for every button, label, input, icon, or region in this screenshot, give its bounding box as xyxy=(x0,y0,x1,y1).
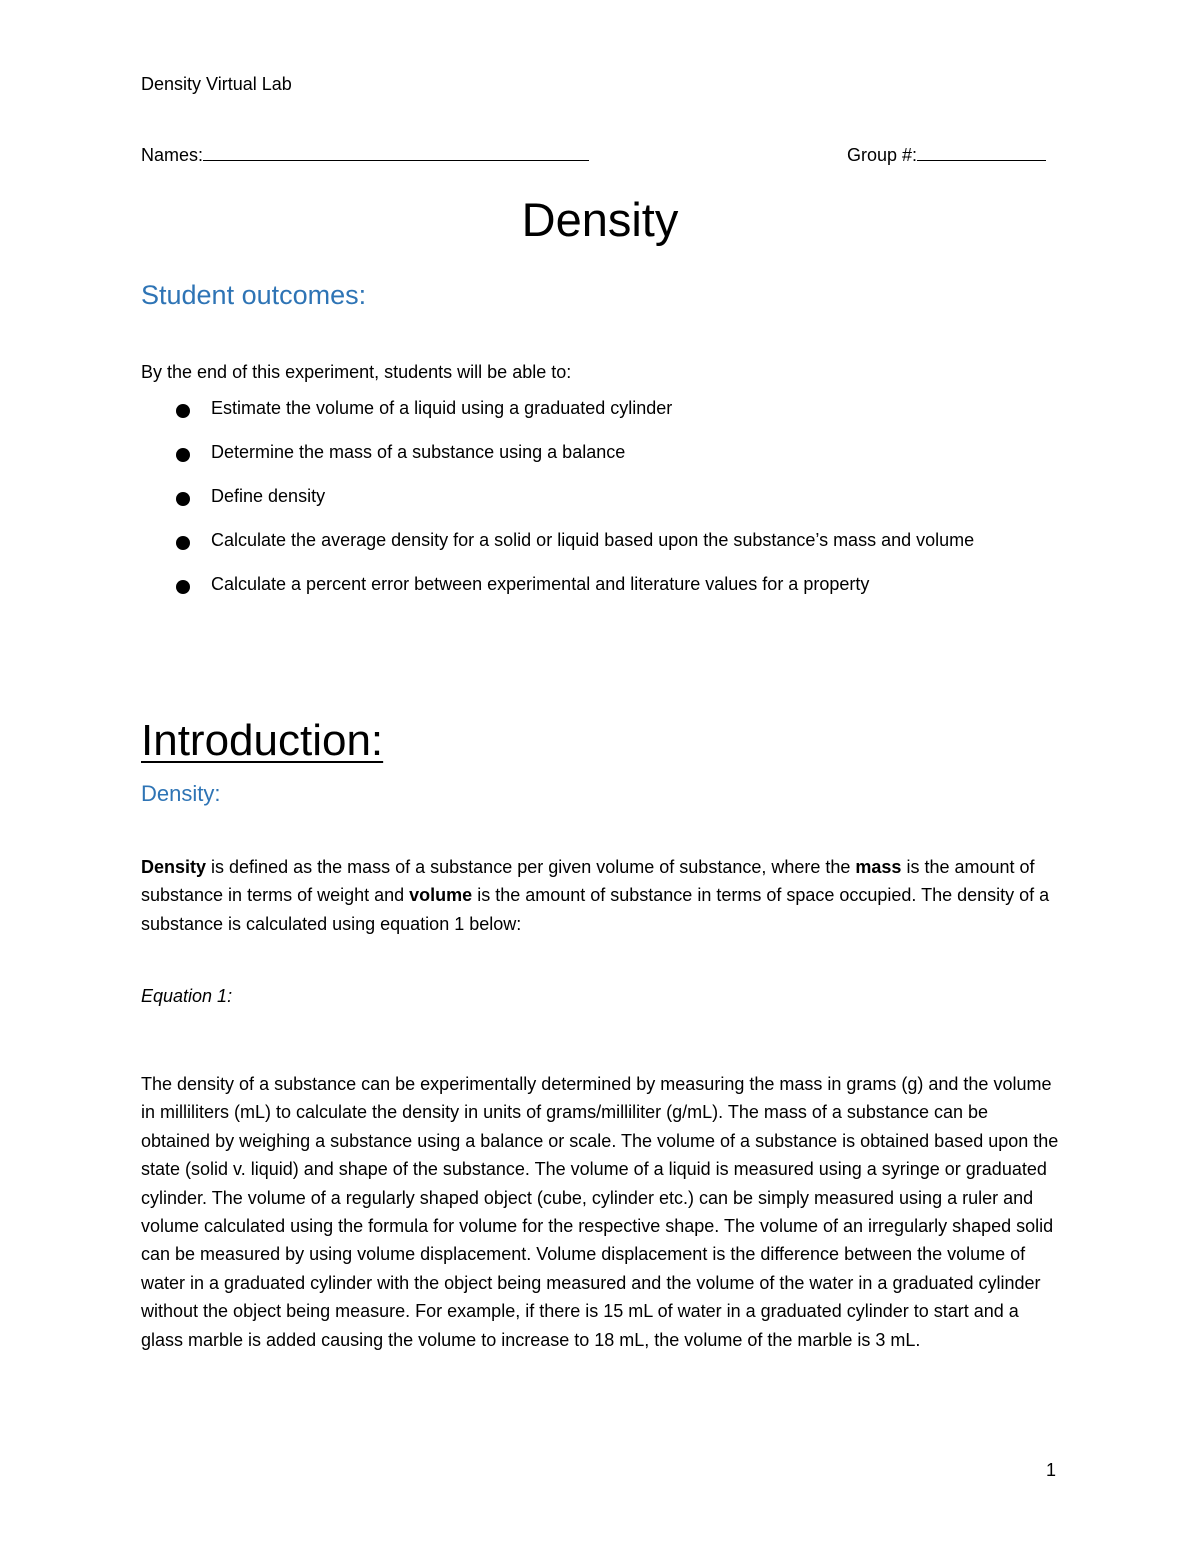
names-label: Names: xyxy=(141,145,204,165)
outcomes-list xyxy=(176,398,974,618)
term-mass: mass xyxy=(855,857,902,877)
outcomes-heading: Student outcomes: xyxy=(141,280,367,310)
list-item-text: Estimate the volume of a liquid using a graduated cylinder xyxy=(211,398,673,418)
term-density: Density xyxy=(141,857,207,877)
bullet-icon xyxy=(176,448,190,462)
bullet-icon xyxy=(176,536,190,550)
list-item-text: Determine the mass of a substance using a balance xyxy=(211,442,626,462)
density-definition-paragraph xyxy=(141,853,1061,938)
list-item xyxy=(176,442,974,486)
bullet-icon xyxy=(176,492,190,506)
paragraph-text: is the amount of substance in terms of weight and xyxy=(141,857,1035,906)
page-header: Density Virtual Lab xyxy=(141,74,292,94)
introduction-heading: Introduction: xyxy=(141,716,384,765)
measurement-paragraph: The density of a substance can be experimentally determined by measuring the mass in grams (g) and the volume in milliliters (mL) to calculate the density in units of grams/milliliter (g/mL). The mass of a substance can be obtained by weighing a substance using a balance or scale. The volume of a substance is obtained based upon the state (solid v. liquid) and shape of the substance. The volume of a liquid is measured using a syringe or graduated cylinder. The volume of a regularly shaped object (cube, cylinder etc.) can be simply measured using a ruler and volume calculated using the formula for volume for the respective shape. The volume of an irregularly shaped solid can be measured by using volume displacement. Volume displacement is the difference between the volume of water in a graduated cylinder with the object being measured and the volume of the water in a graduated cylinder without the object being measure. For example, if there is 15 mL of water in a graduated cylinder to start and a glass marble is added causing the volume to increase to 18 mL, the volume of the marble is 3 mL. xyxy=(141,1074,1059,1350)
list-item xyxy=(176,574,974,618)
list-item xyxy=(176,398,974,442)
equation-label: Equation 1: xyxy=(141,986,233,1006)
names-blank-line xyxy=(203,144,589,161)
bullet-icon xyxy=(176,404,190,418)
page-number: 1 xyxy=(1046,1460,1057,1480)
group-label: Group #: xyxy=(847,145,918,165)
group-blank-line xyxy=(917,144,1046,161)
term-volume: volume xyxy=(409,885,473,906)
paragraph-text: is the amount of substance in terms of space occupied. The density of a substance is calculated using equation 1 below: xyxy=(141,885,1050,934)
bullet-icon xyxy=(176,580,190,594)
outcomes-lead: By the end of this experiment, students will be able to: xyxy=(141,362,572,382)
list-item-text: Calculate the average density for a solid or liquid based upon the substance’s mass and volume xyxy=(211,530,975,550)
page-title: Density xyxy=(521,193,679,246)
list-item xyxy=(176,530,974,574)
paragraph-text: is defined as the mass of a substance per given volume of substance, where the xyxy=(206,857,856,877)
group-field xyxy=(847,144,1046,166)
list-item-text: Define density xyxy=(211,486,326,506)
list-item xyxy=(176,486,974,530)
names-row xyxy=(141,144,1055,166)
list-item-text: Calculate a percent error between experimental and literature values for a property xyxy=(211,574,870,594)
density-subheading: Density: xyxy=(141,781,221,806)
